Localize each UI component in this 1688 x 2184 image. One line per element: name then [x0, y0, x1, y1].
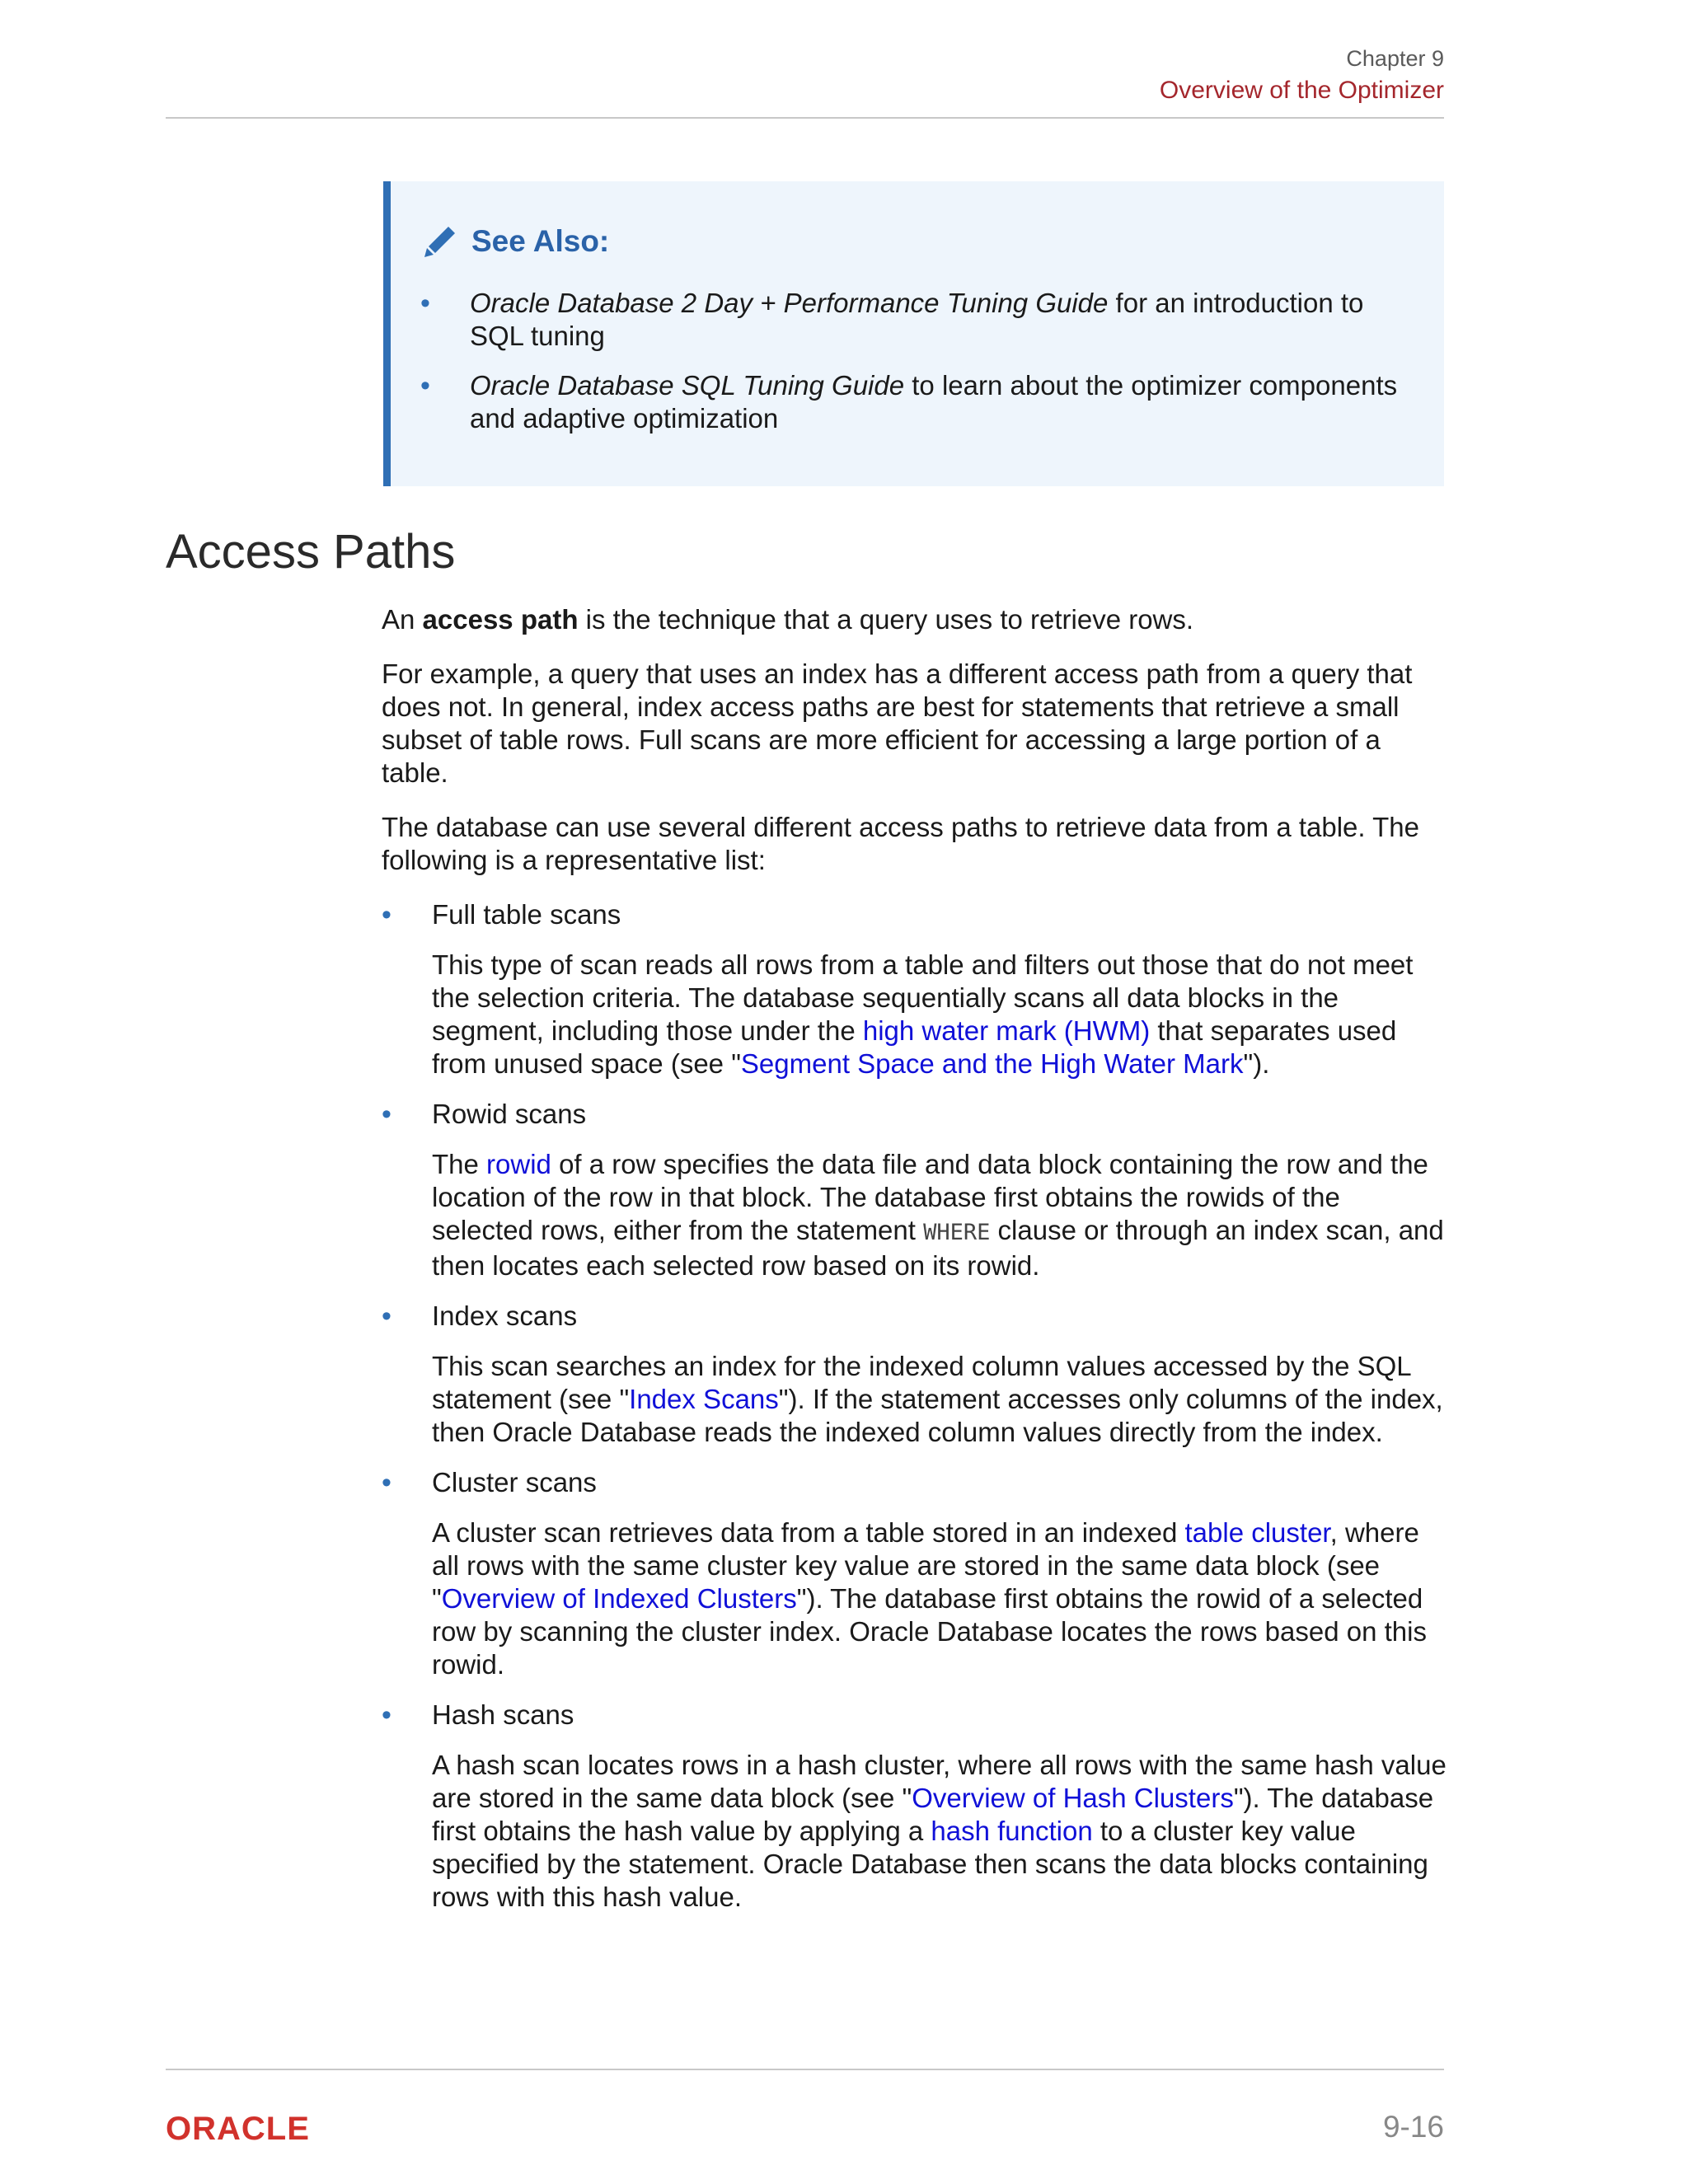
chapter-label: Chapter 9	[1346, 46, 1444, 71]
list-item-description	[432, 1516, 1447, 1681]
pencil-icon	[420, 222, 460, 261]
text: ").	[1243, 1048, 1270, 1079]
link-rowid[interactable]: rowid	[486, 1149, 551, 1179]
see-also-label: See Also:	[471, 224, 610, 258]
text: A cluster scan retrieves data from a table stored in an indexed	[432, 1517, 1185, 1548]
list-item-title: Hash scans	[432, 1699, 574, 1730]
text: A hash scan locates rows in a hash cluster, where all rows with the same hash value are stored in the same data block (see "	[432, 1750, 1447, 1813]
link-hash-clusters[interactable]: Overview of Hash Clusters	[912, 1783, 1234, 1813]
list-item	[382, 1699, 1447, 1914]
intro-text: An	[382, 604, 423, 635]
see-also-item	[420, 369, 1403, 435]
list-item	[382, 1300, 1447, 1449]
link-table-cluster[interactable]: table cluster	[1184, 1517, 1330, 1548]
list-item	[382, 898, 1447, 1080]
see-also-box	[383, 181, 1444, 486]
paragraph: The database can use several different access paths to retrieve data from a table. The following is a representative list:	[382, 812, 1420, 875]
link-segment-space[interactable]: Segment Space and the High Water Mark	[740, 1048, 1244, 1079]
bullet-icon: •	[420, 370, 430, 401]
intro-text: is the technique that a query uses to retrieve rows.	[578, 604, 1194, 635]
paragraph: For example, a query that uses an index has a different access path from a query that does not. In general, index access paths are best for statements that retrieve a small subset of table rows. Full scans are more efficient for accessing a large portion of a table.	[382, 658, 1413, 788]
section-title: Overview of the Optimizer	[1159, 77, 1444, 104]
page-header	[1160, 43, 1444, 107]
text: of a row specifies the data file and data block containing the row and the location of the row in that block. The database first obtains the rowids of the selected rows, either from the statement	[432, 1149, 1428, 1245]
main-content	[382, 603, 1447, 1931]
list-item-title: Index scans	[432, 1301, 578, 1331]
text: "). The database first obtains the rowid of a selected row by scanning the cluster index. Oracle Database locates the rows based on this rowid.	[432, 1583, 1427, 1680]
link-high-water-mark[interactable]: high water mark (HWM)	[862, 1015, 1151, 1046]
list-item-title: Full table scans	[432, 899, 621, 930]
text: , where all rows with the same cluster key value are stored in the same data block (see "	[432, 1517, 1419, 1614]
see-also-list	[420, 287, 1403, 435]
list-item-title: Cluster scans	[432, 1467, 597, 1497]
list-item-description	[432, 1749, 1447, 1914]
link-hash-function[interactable]: hash function	[931, 1816, 1093, 1846]
book-title: Oracle Database 2 Day + Performance Tuning Guide	[470, 288, 1109, 318]
see-also-text: for an introduction to SQL tuning	[470, 288, 1364, 351]
text: clause or through an index scan, and then locates each selected row based on its rowid.	[432, 1215, 1444, 1281]
see-also-text: to learn about the optimizer components and adaptive optimization	[470, 370, 1398, 434]
footer-rule	[166, 2069, 1444, 2070]
list-item-title: Rowid scans	[432, 1099, 587, 1129]
list-item	[382, 1098, 1447, 1282]
page-number: 9-16	[1382, 2110, 1444, 2144]
oracle-logo-text: ORACLE	[166, 2111, 310, 2144]
bullet-icon: •	[382, 899, 392, 930]
list-item	[382, 1466, 1447, 1681]
access-path-list	[382, 898, 1447, 1914]
book-title: Oracle Database SQL Tuning Guide	[470, 370, 905, 401]
term-access-path: access path	[422, 604, 579, 635]
see-also-title	[420, 221, 1403, 262]
bullet-icon: •	[382, 1699, 392, 1731]
text: "). If the statement accesses only columns of the index, then Oracle Database reads the indexed column values directly from the index.	[432, 1384, 1443, 1447]
intro-paragraph	[382, 603, 1447, 636]
link-index-scans[interactable]: Index Scans	[629, 1384, 779, 1414]
oracle-logo-mark	[166, 2111, 355, 2144]
list-item-description	[432, 1350, 1447, 1449]
text: "). The database first obtains the hash value by applying a	[432, 1783, 1434, 1846]
list-item-description	[432, 1148, 1447, 1282]
code-where: WHERE	[923, 1220, 991, 1245]
bullet-icon: •	[420, 288, 430, 319]
see-also-item	[420, 287, 1403, 353]
page-title: Access Paths	[166, 525, 456, 579]
text: This scan searches an index for the indexed column values accessed by the SQL statement (see "	[432, 1351, 1411, 1414]
text: This type of scan reads all rows from a table and filters out those that do not meet the selection criteria. The database sequentially scans all data blocks in the segment, including those under the	[432, 949, 1414, 1046]
header-rule	[166, 117, 1444, 119]
bullet-icon: •	[382, 1099, 392, 1130]
link-indexed-clusters[interactable]: Overview of Indexed Clusters	[441, 1583, 797, 1614]
text: that separates used from unused space (see "	[432, 1015, 1397, 1079]
text: to a cluster key value specified by the statement. Oracle Database then scans the data blocks containing rows with this hash value.	[432, 1816, 1428, 1912]
oracle-logo	[166, 2111, 355, 2149]
list-item-description	[432, 949, 1447, 1080]
text: The	[432, 1149, 487, 1179]
bullet-icon: •	[382, 1467, 392, 1498]
bullet-icon: •	[382, 1301, 392, 1332]
